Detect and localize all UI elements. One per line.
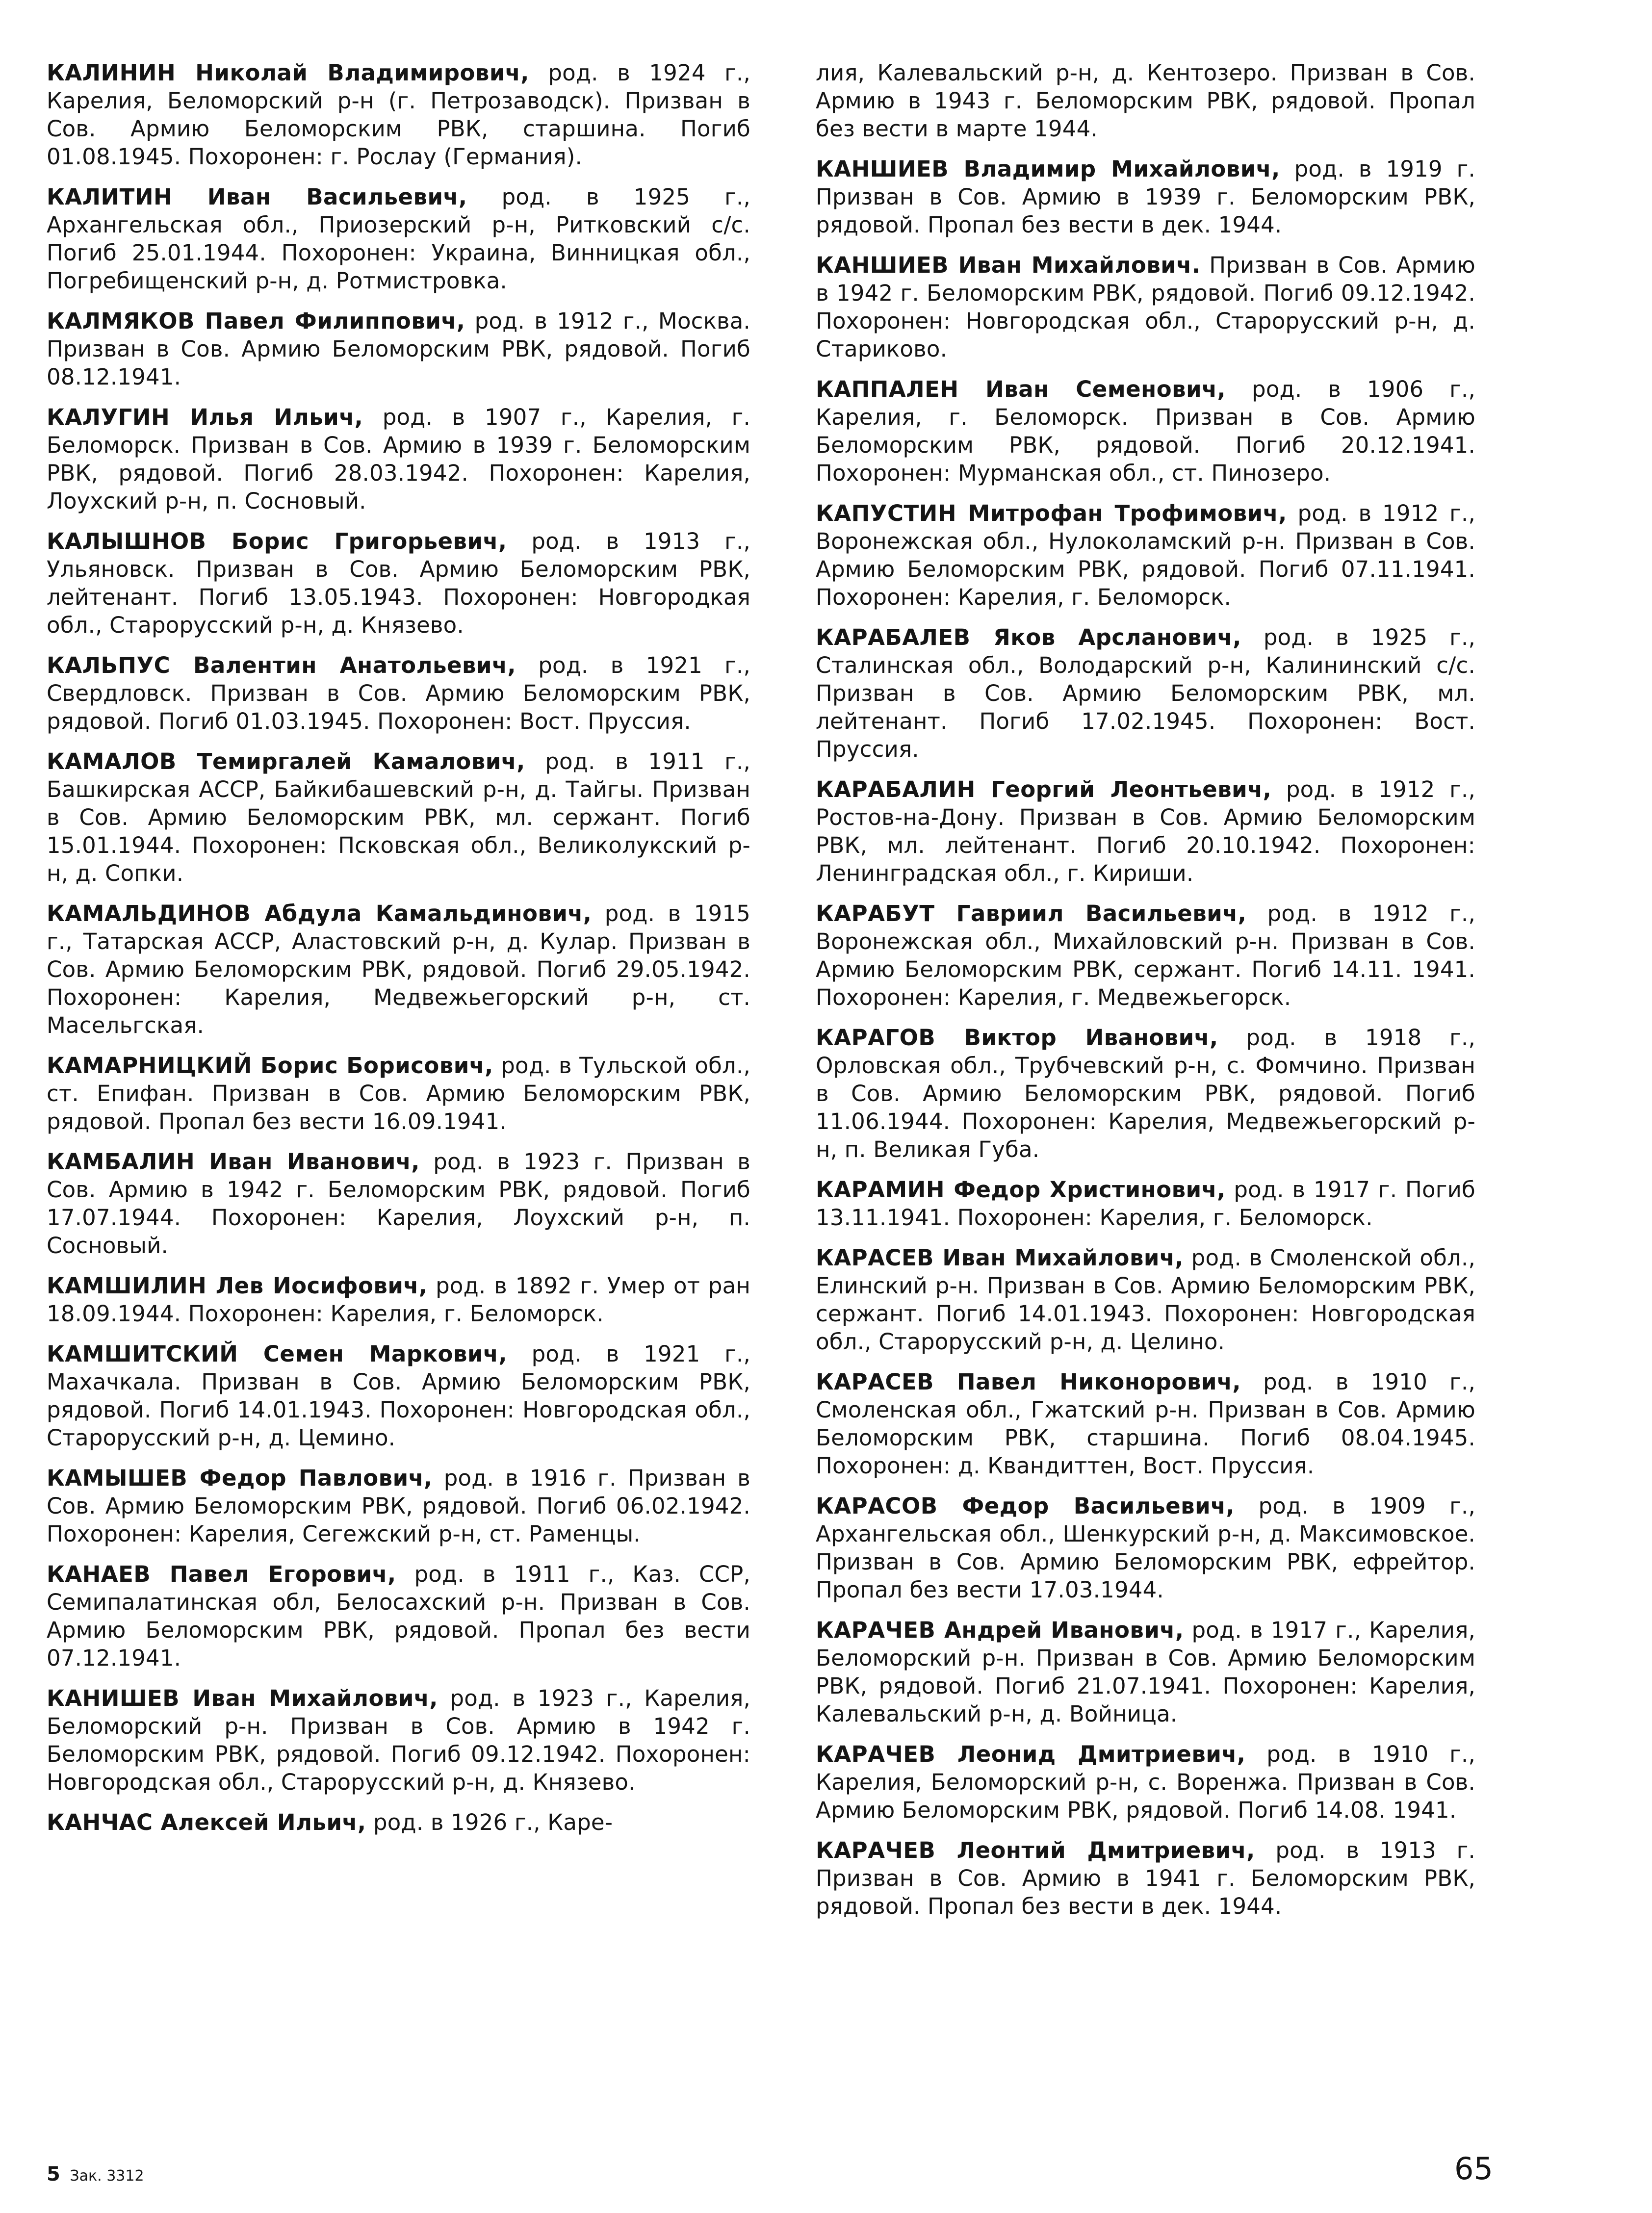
entry-text: род. в 1912 г., Ростов-на-Дону. Призван в Сов. Армию Беломорским РВК, мл. лейтенант. Погиб 20.10.1942. Похоронен: Ленинградская обл., г. Кириши. (816, 776, 1475, 886)
entry (47, 183, 750, 295)
entry-name: КАМШИЛИН Лев Иосифович, (47, 1273, 428, 1299)
entry-name: КАЛЫШНОВ Борис Григорьевич, (47, 528, 507, 554)
entry-text: род. в 1924 г., Карелия, Беломорский р-н (г. Петрозаводск). Призван в Сов. Армию Беломорским РВК, старшина. Погиб 01.08.1945. Похоронен: г. Рослау (Германия). (47, 60, 750, 170)
entry-name: КАРАМИН Федор Христинович, (816, 1177, 1226, 1203)
entry-text: род. в 1912 г., Воронежская обл., Михайловский р-н. Призван в Сов. Армию Беломорским РВК, сержант. Погиб 14.11. 1941. Похоронен: Карелия, г. Медвежьегорск. (816, 901, 1475, 1010)
entry (47, 1340, 750, 1452)
page-number: 65 (1454, 2151, 1493, 2187)
entry-name: КАНАЕВ Павел Егорович, (47, 1561, 396, 1587)
entry-text: род. в 1907 г., Карелия, г. Беломорск. Призван в Сов. Армию в 1939 г. Беломорским РВК, рядовой. Погиб 28.03.1942. Похоронен: Карелия, Лоухский р-н, п. Сосновый. (47, 404, 750, 514)
entry (816, 623, 1475, 763)
entry (816, 1176, 1475, 1232)
entry (47, 1148, 750, 1260)
entry-text: род. в 1918 г., Орловская обл., Трубчевский р-н, с. Фомчино. Призван в Сов. Армию Беломорским РВК, рядовой. Погиб 11.06.1944. Похоронен: Карелия, Медвежьегорский р-н, п. Великая Губа. (816, 1025, 1475, 1162)
entry (47, 1052, 750, 1135)
entry (47, 747, 750, 887)
entry-name: КАРАБУТ Гавриил Васильевич, (816, 901, 1247, 926)
entry (816, 375, 1475, 487)
entry (47, 900, 750, 1039)
entry (47, 1464, 750, 1548)
entry-text: род. в 1913 г. Призван в Сов. Армию в 1941 г. Беломорским РВК, рядовой. Пропал без вести в дек. 1944. (816, 1837, 1475, 1919)
signature-mark: 5 (47, 2163, 60, 2186)
entry-text: род. в 1911 г., Каз. ССР, Семипалатинская обл, Белосахский р-н. Призван в Сов. Армию Беломорским РВК, рядовой. Пропал без вести 07.12.1941. (47, 1561, 750, 1671)
entry (47, 1560, 750, 1672)
entry (47, 651, 750, 735)
entry (816, 155, 1475, 239)
entry-text: род. в 1916 г. Призван в Сов. Армию Беломорским РВК, рядовой. Погиб 06.02.1942. Похоронен: Карелия, Сегежский р-н, ст. Раменцы. (47, 1465, 751, 1547)
entry-text: род. в 1915 г., Татарская АССР, Аластовский р-н, д. Кулар. Призван в Сов. Армию Беломорским РВК, рядовой. Погиб 29.05.1942. Похоронен: Карелия, Медвежьегорский р-н, ст. Масельгская. (47, 901, 750, 1038)
entry-text: род. в 1912 г., Москва. Призван в Сов. Армию Беломорским РВК, рядовой. Погиб 08.12.1941. (47, 308, 751, 390)
entry-name: КАРАСЕВ Иван Михайлович, (816, 1245, 1184, 1271)
entry (816, 1024, 1475, 1163)
entry (47, 1808, 750, 1836)
entry (47, 1684, 750, 1796)
entry-text: род. в Смоленской обл., Елинский р-н. Призван в Сов. Армию Беломорским РВК, сержант. Погиб 14.01.1943. Похоронен: Новгородская обл., Старорусский р-н, д. Целино. (816, 1245, 1475, 1355)
print-order: Зак. 3312 (70, 2167, 144, 2185)
entry-name: КАНИШЕВ Иван Михайлович, (47, 1685, 438, 1711)
entry-name: КАЛИНИН Николай Владимирович, (47, 60, 529, 86)
entry-name: КАРАГОВ Виктор Иванович, (816, 1025, 1218, 1051)
entry-name: КАНЧАС Алексей Ильич, (47, 1809, 366, 1835)
entry-text: род. в 1917 г. Погиб 13.11.1941. Похоронен: Карелия, г. Беломорск. (816, 1177, 1476, 1231)
entry-name: КАЛИТИН Иван Васильевич, (47, 184, 467, 210)
right-column (816, 59, 1475, 1932)
entry (816, 59, 1475, 143)
entry-text: род. в 1917 г., Карелия, Беломорский р-н. Призван в Сов. Армию Беломорским РВК, рядовой. Погиб 21.07.1941. Похоронен: Карелия, Калевальский р-н, д. Войница. (816, 1617, 1475, 1727)
entry-text: род. в 1892 г. Умер от ран 18.09.1944. Похоронен: Карелия, г. Беломорск. (47, 1273, 750, 1327)
entry-name: КАПУСТИН Митрофан Трофимович, (816, 500, 1287, 526)
entry-text: род. в 1913 г., Ульяновск. Призван в Сов. Армию Беломорским РВК, лейтенант. Погиб 13.05.1943. Похоронен: Новгородкая обл., Старорусский р-н, д. Князево. (47, 528, 750, 638)
entry-text: род. в Тульской обл., ст. Епифан. Призван в Сов. Армию Беломорским РВК, рядовой. Пропал без вести 16.09.1941. (47, 1053, 751, 1134)
entry (47, 59, 750, 171)
entry-text: род. в 1923 г. Призван в Сов. Армию в 1942 г. Беломорским РВК, рядовой. Погиб 17.07.1944. Похоронен: Карелия, Лоухский р-н, п. Сосновый. (47, 1149, 750, 1259)
entry-text: род. в 1921 г., Свердловск. Призван в Сов. Армию Беломорским РВК, рядовой. Погиб 01.03.1945. Похоронен: Вост. Пруссия. (47, 652, 750, 734)
entry (816, 900, 1475, 1011)
entry-name: КАППАЛЕН Иван Семенович, (816, 376, 1226, 402)
entry-name: КАРАЧЕВ Леонтий Дмитриевич, (816, 1837, 1255, 1863)
entry (47, 307, 750, 391)
entry-name: КАЛУГИН Илья Ильич, (47, 404, 363, 430)
entry-name: КАРАБАЛЕВ Яков Арсланович, (816, 624, 1241, 650)
entry (816, 1740, 1475, 1824)
entry-text: род. в 1910 г., Карелия, Беломорский р-н, с. Воренжа. Призван в Сов. Армию Беломорским РВК, рядовой. Погиб 14.08. 1941. (816, 1741, 1475, 1823)
entry-text: род. в 1923 г., Карелия, Беломорский р-н. Призван в Сов. Армию в 1942 г. Беломорским РВК, рядовой. Погиб 09.12.1942. Похоронен: Новгородская обл., Старорусский р-н, д. Князево. (47, 1685, 751, 1795)
entry (47, 527, 750, 639)
entry (47, 403, 750, 515)
entry (816, 1368, 1475, 1480)
entry-text: род. в 1921 г., Махачкала. Призван в Сов. Армию Беломорским РВК, рядовой. Погиб 14.01.1943. Похоронен: Новгородская обл., Старорусский р-н, д. Цемино. (47, 1341, 750, 1451)
entry (816, 775, 1475, 887)
entry-name: КАМАЛОВ Темиргалей Камалович, (47, 748, 525, 774)
entry-name: КАРАЧЕВ Андрей Иванович, (816, 1617, 1184, 1643)
entry-name: КАМШИТСКИЙ Семен Маркович, (47, 1341, 507, 1367)
left-column (47, 59, 750, 1849)
entry-name: КАРАСЕВ Павел Никонорович, (816, 1369, 1241, 1395)
entry (816, 1616, 1475, 1728)
entry (816, 1492, 1475, 1604)
entry-text: род. в 1925 г., Архангельская обл., Приозерский р-н, Ритковский с/с. Погиб 25.01.1944. Похоронен: Украина, Винницкая обл., Погребищенский р-н, д. Ротмистровка. (47, 184, 750, 294)
entry (816, 499, 1475, 611)
entry-text: род. в 1910 г., Смоленская обл., Гжатский р-н. Призван в Сов. Армию Беломорским РВК, старшина. Погиб 08.04.1945. Похоронен: д. Квандиттен, Вост. Пруссия. (816, 1369, 1475, 1479)
entry-name: КАМЫШЕВ Федор Павлович, (47, 1465, 433, 1491)
entry-name: КАРАСОВ Федор Васильевич, (816, 1493, 1235, 1519)
entry-text: род. в 1919 г. Призван в Сов. Армию в 1939 г. Беломорским РВК, рядовой. Пропал без вести в дек. 1944. (816, 156, 1475, 238)
entry (47, 1272, 750, 1328)
entry-text: лия, Калевальский р-н, д. Кентозеро. Призван в Сов. Армию в 1943 г. Беломорским РВК, рядовой. Пропал без вести в марте 1944. (816, 60, 1475, 142)
entry-name: КАМБАЛИН Иван Иванович, (47, 1149, 420, 1175)
entry-name: КАНШИЕВ Иван Михайлович. (816, 252, 1201, 278)
entry-text: род. в 1926 г., Каре- (366, 1809, 613, 1835)
entry-name: КАМАЛЬДИНОВ Абдула Камальдинович, (47, 901, 592, 926)
entry-text: род. в 1906 г., Карелия, г. Беломорск. Призван в Сов. Армию Беломорским РВК, рядовой. Погиб 20.12.1941. Похоронен: Мурманская обл., ст. Пинозеро. (816, 376, 1475, 486)
entry-name: КАЛМЯКОВ Павел Филиппович, (47, 308, 465, 334)
entry-name: КАНШИЕВ Владимир Михайлович, (816, 156, 1280, 182)
entry-name: КАРАЧЕВ Леонид Дмитриевич, (816, 1741, 1246, 1767)
entry (816, 1836, 1475, 1920)
entry-name: КАЛЬПУС Валентин Анатольевич, (47, 652, 516, 678)
entry-text: род. в 1912 г., Воронежская обл., Нулоколамский р-н. Призван в Сов. Армию Беломорским РВК, рядовой. Погиб 07.11.1941. Похоронен: Карелия, г. Беломорск. (816, 500, 1475, 610)
entry (816, 251, 1475, 363)
entry-text: род. в 1925 г., Сталинская обл., Володарский р-н, Калининский с/с. Призван в Сов. Армию Беломорским РВК, мл. лейтенант. Погиб 17.02.1945. Похоронен: Вост. Пруссия. (816, 624, 1475, 762)
entry-text: род. в 1909 г., Архангельская обл., Шенкурский р-н, д. Максимовское. Призван в Сов. Армию Беломорским РВК, ефрейтор. Пропал без вести 17.03.1944. (816, 1493, 1475, 1603)
print-order-footer (47, 2163, 144, 2186)
entry (816, 1244, 1475, 1356)
entry-text: Призван в Сов. Армию в 1942 г. Беломорским РВК, рядовой. Погиб 09.12.1942. Похоронен: Новгородская обл., Старорусский р-н, д. Стариково. (816, 252, 1476, 362)
entry-name: КАМАРНИЦКИЙ Борис Борисович, (47, 1053, 493, 1079)
entry-name: КАРАБАЛИН Георгий Леонтьевич, (816, 776, 1272, 802)
entry-text: род. в 1911 г., Башкирская АССР, Байкибашевский р-н, д. Тайгы. Призван в Сов. Армию Беломорским РВК, мл. сержант. Погиб 15.01.1944. Похоронен: Псковская обл., Великолукский р-н, д. Сопки. (47, 748, 750, 886)
